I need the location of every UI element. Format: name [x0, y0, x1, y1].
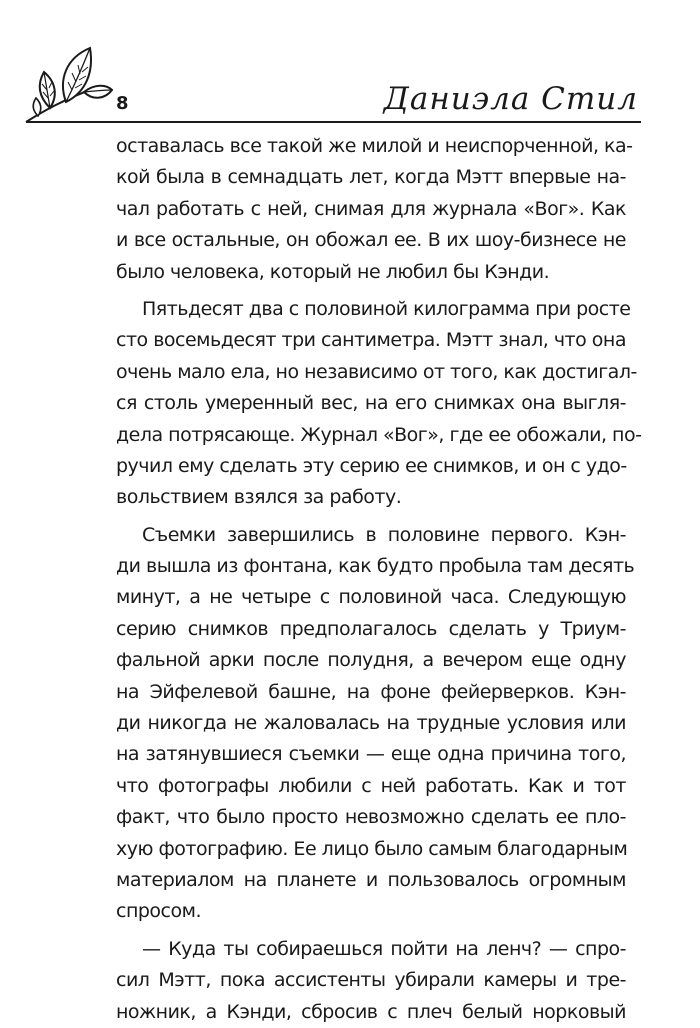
text-line: ди вышла из фонтана, как будто пробыла там десять: [116, 555, 635, 578]
text-line: ся столь умеренный вес, на его снимках она выгля-: [116, 392, 626, 415]
text-line: материалом на планете и пользовалось огромным: [116, 868, 626, 891]
text-line: сто восемьдесят три сантиметра. Мэтт знал, что она: [116, 329, 626, 352]
text-line: минут, а не четыре с половиной часа. Следующую: [116, 586, 626, 609]
page-number: 8: [116, 93, 129, 114]
leaf-branch-icon: [14, 46, 114, 126]
page-header: [0, 0, 700, 140]
text-line: и все остальные, он обожал ее. В их шоу-бизнесе не: [116, 229, 626, 252]
text-line: ручил ему сделать эту серию ее снимков, и он с удо-: [116, 454, 627, 477]
text-line: что фотографы любили с ней работать. Как и тот: [116, 774, 626, 797]
body-text: [116, 131, 642, 1028]
text-line: было человека, который не любил бы Кэнди.: [116, 260, 550, 283]
header-rule: [26, 121, 641, 123]
text-line: дела потрясающе. Журнал «Вог», где ее обожали, по-: [116, 423, 642, 446]
text-line: чал работать с ней, снимая для журнала «Вог». Как: [116, 197, 626, 220]
text-line: на Эйфелевой башне, на фоне фейерверков. Кэн-: [116, 680, 626, 703]
text-line: оставалась все такой же милой и неиспорченной, ка-: [116, 135, 633, 157]
text-line: очень мало ела, но независимо от того, как достигал-: [116, 360, 637, 383]
text-line: вольствием взялся за работу.: [116, 486, 402, 509]
text-line: спросом.: [116, 900, 201, 923]
text-line: факт, что было просто невозможно сделать ее пло-: [116, 806, 626, 829]
text-line: ножник, а Кэнди, сбросив с плеч белый норковый: [116, 1000, 626, 1023]
text-line: серию снимков предполагалось сделать у Триум-: [116, 617, 626, 640]
running-header-author: Даниэла Стил: [383, 81, 638, 117]
text-line: Съемки завершились в половине первого. Кэн-: [142, 523, 626, 546]
text-line: на затянувшиеся съемки — еще одна причина того,: [116, 743, 626, 766]
text-line: кой была в семнадцать лет, когда Мэтт впервые на-: [116, 166, 626, 189]
text-line: — Куда ты собираешься пойти на ленч? — спро-: [142, 937, 626, 960]
text-line: сил Мэтт, пока ассистенты убирали камеры и тре-: [116, 969, 626, 992]
text-line: хую фотографию. Ее лицо было самым благодарным: [116, 837, 628, 860]
text-line: ди никогда не жаловалась на трудные условия или: [116, 712, 626, 735]
text-line: Пятьдесят два с половиной килограмма при росте: [142, 297, 631, 320]
text-line: фальной арки после полудня, а вечером еще одну: [116, 649, 626, 672]
